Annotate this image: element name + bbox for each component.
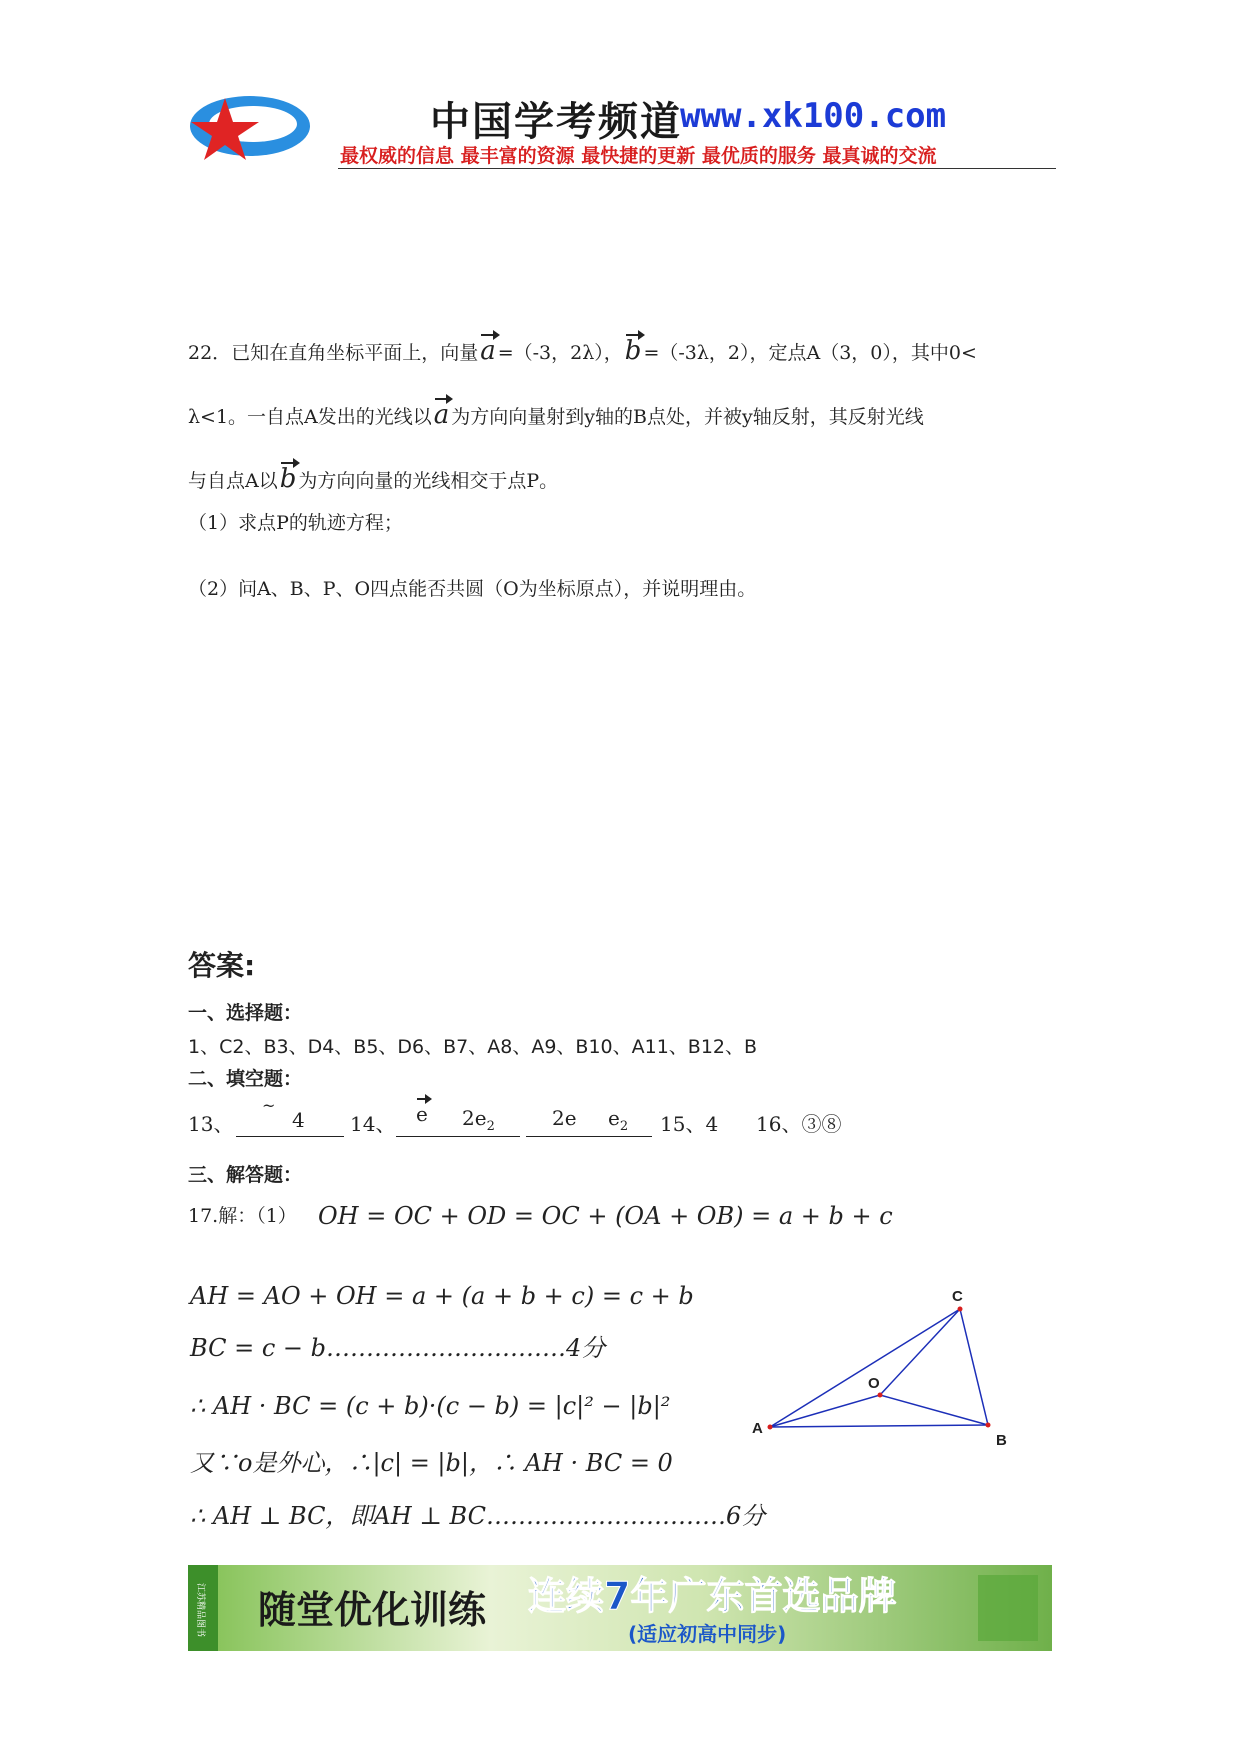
advertisement-banner[interactable] bbox=[188, 1565, 1052, 1651]
fill-14-blank-2 bbox=[526, 1108, 652, 1137]
point-B bbox=[986, 1423, 991, 1428]
segment-AO bbox=[770, 1395, 880, 1427]
header-divider bbox=[338, 168, 1056, 169]
problem-22-part-2: （2）问A、B、P、O四点能否共圆（O为坐标原点），并说明理由。 bbox=[188, 578, 757, 600]
multiple-choice-answers: 1、C2、B3、D4、B5、D6、B7、A8、A9、B10、A11、B12、B bbox=[188, 1036, 758, 1058]
section-fill-in: 二、填空题： bbox=[188, 1068, 303, 1090]
site-slogan: 最权威的信息 最丰富的资源 最快捷的更新 最优质的服务 最真诚的交流 bbox=[340, 145, 937, 167]
fill-13-label: 13、 bbox=[188, 1112, 234, 1136]
fill-15-answer: 15、4 bbox=[660, 1112, 719, 1136]
fill-14-e1: e bbox=[416, 1102, 428, 1126]
solution-17-line-4: ∴ AH · BC = (c + b)·(c − b) = |c|² − |b|² bbox=[190, 1392, 671, 1420]
point-C bbox=[958, 1307, 963, 1312]
edge-AB bbox=[770, 1425, 988, 1427]
section-solutions: 三、解答题： bbox=[188, 1164, 303, 1186]
vector-a: a bbox=[433, 400, 450, 430]
site-name: 中国学考频道 bbox=[430, 99, 682, 145]
problem-22-part-1: （1）求点P的轨迹方程； bbox=[188, 512, 403, 534]
banner-badge: 江苏精品图书 bbox=[195, 1583, 205, 1638]
solution-17-line-1: OH = OC + OD = OC + (OA + OB) = a + b + c bbox=[318, 1202, 893, 1230]
problem-number: 22． bbox=[188, 342, 232, 364]
fill-14-2e1: 2e bbox=[552, 1106, 577, 1130]
point-A bbox=[768, 1425, 773, 1430]
problem-22-line-3: 与自点A以b 为方向向量的光线相交于点P。 bbox=[188, 464, 559, 494]
fill-16-answer: 16、③⑧ bbox=[756, 1112, 842, 1136]
label-A: A bbox=[752, 1420, 763, 1437]
label-O: O bbox=[868, 1375, 880, 1392]
fill-13-mark: ~ bbox=[262, 1096, 276, 1115]
vector-b: b bbox=[279, 464, 297, 494]
banner-title: 连续7年广东首选品牌 bbox=[528, 1574, 897, 1618]
banner-subtitle: (适应初高中同步) bbox=[628, 1622, 787, 1646]
segment-OB bbox=[880, 1395, 988, 1425]
fill-14-label: 14、 bbox=[350, 1112, 396, 1136]
label-C: C bbox=[952, 1288, 963, 1305]
edge-CB bbox=[960, 1309, 988, 1425]
fill-14-blank-1 bbox=[396, 1102, 520, 1137]
fill-13-value: 4 bbox=[292, 1108, 305, 1132]
site-url[interactable]: www.xk100.com bbox=[680, 96, 947, 136]
section-multiple-choice: 一、选择题： bbox=[188, 1002, 303, 1024]
solution-17-line-5: 又∵o是外心，∴|c| = |b|，∴ AH · BC = 0 bbox=[190, 1449, 673, 1477]
site-logo bbox=[185, 88, 315, 162]
vector-b: b bbox=[624, 336, 642, 366]
fill-14-2e2: $2e_2$ bbox=[462, 1106, 495, 1134]
fill-14-e2: $e_2$ bbox=[608, 1106, 629, 1134]
label-B: B bbox=[996, 1432, 1007, 1449]
triangle-figure bbox=[750, 1285, 1030, 1455]
point-O bbox=[878, 1393, 883, 1398]
solution-17-line-6: ∴ AH ⊥ BC，即AH ⊥ BC…………………………6分 bbox=[190, 1502, 766, 1530]
problem-22-line-2: λ<1。一自点A发出的光线以a 为方向向量射到y轴的B点处，并被y轴反射，其反射光线 bbox=[188, 400, 924, 430]
banner-left-text: 随堂优化训练 bbox=[258, 1587, 487, 1632]
solution-17-label: 17.解：（1） bbox=[188, 1205, 297, 1227]
problem-22-line-1: 22．已知在直角坐标平面上，向量a =（-3，2λ），b =（-3λ，2），定点A（3，0），其中0< bbox=[188, 336, 977, 366]
fill-13-blank bbox=[236, 1096, 344, 1137]
vector-a: a bbox=[480, 336, 496, 366]
solution-17-line-3: BC = c − b…………………………4分 bbox=[190, 1334, 606, 1362]
solution-17-line-2: AH = AO + OH = a + (a + b + c) = c + b bbox=[190, 1282, 694, 1310]
answers-title: 答案: bbox=[188, 949, 256, 982]
